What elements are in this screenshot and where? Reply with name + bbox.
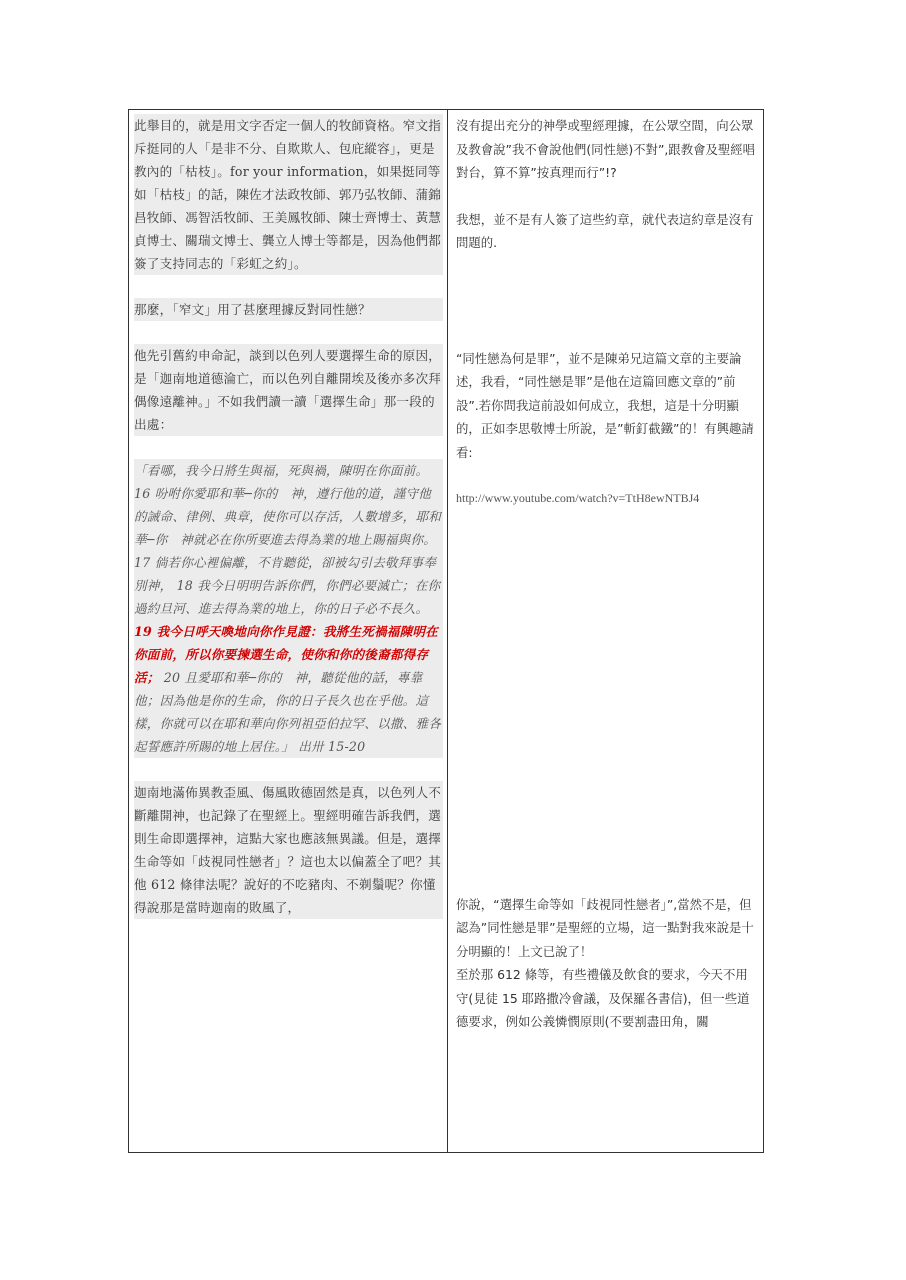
left-column (129, 110, 448, 1152)
right-paragraph-3: “同性戀為何是罪”，並不是陳弟兄這篇文章的主要論述，我看，“同性戀是罪”是他在這篇回應文章的”前設”.若你問我這前設如何成立，我想，這是十分明顯的，正如李思敬博士所說，是”斬釘截鐵”的！有興趣請看: (456, 350, 754, 460)
comparison-table (128, 109, 764, 1153)
quote-part-a: 「看哪，我今日將生與福，死與禍，陳明在你面前。16 吩咐你愛耶和華─你的 神，遵行他的道，謹守他的誡命、律例、典章，使你可以存活，人數增多，耶和華─你 神就必在你所要進去得為業的地上賜福與你。 17 倘若你心裡偏離，不肯聽從，卻被勾引去敬拜事奉別神， 18 我今日明明告訴你們，你們必要滅亡；在你過約旦河、進去得為業的地上，你的日子必不長久。 (134, 463, 442, 616)
left-paragraph-1: 此舉目的，就是用文字否定一個人的牧師資格。窄文指斥挺同的人「是非不分、自欺欺人、包庇縱容」，更是教內的「枯枝」。for your information，如果挺同等如「枯枝」的話，陳佐才法政牧師、郭乃弘牧師、蒲錦昌牧師、馮智活牧師、王美鳳牧師、陳士齊博士、黃慧貞博士、關瑞文博士、龔立人博士等都是，因為他們都簽了支持同志的「彩虹之約」。 (134, 118, 442, 271)
right-paragraph-4: 你說，“選擇生命等如「歧視同性戀者」”,當然不是，但認為”同性戀是罪”是聖經的立場，這一點對我來說是十分明顯的！上文已說了！ (456, 896, 754, 959)
right-paragraph-5: 至於那 612 條等，有些禮儀及飲食的要求，今天不用守(見徒 15 耶路撒冷會議，及保羅各書信)，但一些道德要求，例如公義憐憫原則(不要割盡田角，關 (456, 967, 750, 1029)
quote-highlight: 19 我今日呼天喚地向你作見證：我將生死禍福陳明在你面前，所以你要揀選生命，使你和你的後裔都得存活； (134, 624, 438, 685)
left-block-2 (134, 298, 443, 321)
left-block-3 (134, 344, 443, 436)
right-paragraph-2: 我想，並不是有人簽了這些約章，就代表這約章是沒有問題的. (456, 211, 754, 250)
left-paragraph-2: 那麼，「窄文」用了甚麼理據反對同性戀？ (134, 302, 371, 317)
left-paragraph-4: 迦南地滿佈異教歪風、傷風敗德固然是真，以色列人不斷離開神，也記錄了在聖經上。聖經明確告訴我們，選則生命即選擇神，這點大家也應該無異議。但是，選擇生命等如「歧視同性戀者」？這也太以偏蓋全了吧？其他 612 條律法呢？說好的不吃豬肉、不剃鬚呢？你懂得說那是當時迦南的敗風了， (134, 785, 442, 915)
scripture-quote (134, 459, 443, 758)
right-paragraph-1: 沒有提出充分的神學或聖經理據，在公眾空間，向公眾及教會說”我不會說他們(同性戀)不對”,跟教會及聖經唱對台，算不算”按真理而行”!? (456, 118, 756, 180)
youtube-link[interactable]: http://www.youtube.com/watch?v=TtH8ewNTBJ4 (456, 491, 700, 505)
left-block-1 (134, 114, 443, 275)
left-block-4 (134, 781, 443, 919)
left-quote-block (134, 459, 443, 758)
right-column (448, 110, 763, 1152)
left-paragraph-3: 他先引舊約申命記，談到以色列人要選擇生命的原因，是「迦南地道德淪亡，而以色列自離開埃及後亦多次拜偶像遠離神。」不如我們讀一讀「選擇生命」那一段的出處： (134, 348, 442, 432)
quote-part-b: 20 且愛耶和華─你的 神，聽從他的話，專靠他；因為他是你的生命，你的日子長久也在乎他。這樣，你就可以在耶和華向你列祖亞伯拉罕、以撒、雅各起誓應許所賜的地上居住。」 出卅 15-20 (134, 670, 442, 754)
